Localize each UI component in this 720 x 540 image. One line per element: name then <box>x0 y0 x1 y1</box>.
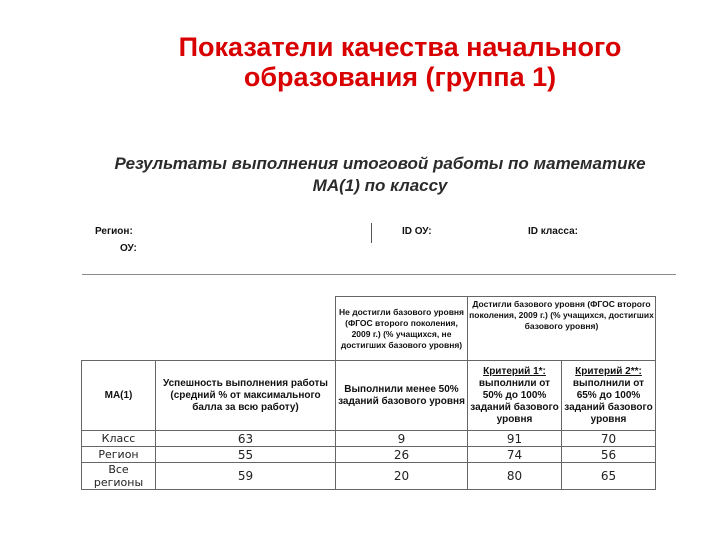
group-header-row <box>82 297 656 361</box>
criterion2-value: 70 <box>562 431 656 447</box>
group-not-reached-header: Не достигли базового уровня (ФГОС второго поколения, 2009 г.) (% учащихся, не достигших базового уровня) <box>336 297 468 361</box>
below50-value: 9 <box>336 431 468 447</box>
column-header-row <box>82 361 656 431</box>
criterion1-value: 74 <box>468 447 562 463</box>
criterion2-title: Критерий 2**: <box>575 365 642 377</box>
below50-value: 26 <box>336 447 468 463</box>
document-heading-line1: Результаты выполнения итоговой работы по математике <box>114 154 646 173</box>
success-value: 63 <box>156 431 336 447</box>
region-label: Регион: <box>95 226 133 237</box>
results-table <box>81 296 656 490</box>
school-id-label: ID ОУ: <box>402 226 432 237</box>
below50-value: 20 <box>336 463 468 490</box>
row-label: Класс <box>82 431 156 447</box>
school-label: ОУ: <box>120 243 137 254</box>
slide-title-line2: образования (группа 1) <box>243 62 557 92</box>
document-heading <box>80 153 680 197</box>
criterion1-value: 80 <box>468 463 562 490</box>
table-row <box>82 463 656 490</box>
horizontal-rule <box>82 274 676 275</box>
slide-title-line1: Показатели качества начального <box>178 32 622 62</box>
success-value: 59 <box>156 463 336 490</box>
criterion2-body: выполнили от 65% до 100% заданий базового уровня <box>564 377 653 425</box>
document-heading-line2: МА(1) по классу <box>312 176 448 195</box>
criterion2-value: 56 <box>562 447 656 463</box>
success-value: 55 <box>156 447 336 463</box>
success-header: Успешность выполнения работы (средний % от максимального балла за всю работу) <box>156 361 336 431</box>
meta-divider <box>371 223 372 243</box>
row-label: Регион <box>82 447 156 463</box>
criterion2-header <box>562 361 656 431</box>
criterion1-title: Критерий 1*: <box>483 365 546 377</box>
criterion2-value: 65 <box>562 463 656 490</box>
slide-title <box>100 32 700 92</box>
class-id-label: ID класса: <box>528 226 578 237</box>
row-label: Все регионы <box>82 463 156 490</box>
criterion1-header <box>468 361 562 431</box>
table-row <box>82 431 656 447</box>
criterion1-value: 91 <box>468 431 562 447</box>
criterion1-body: выполнили от 50% до 100% заданий базового уровня <box>470 377 559 425</box>
table-row <box>82 447 656 463</box>
below50-header: Выполнили менее 50% заданий базового уровня <box>336 361 468 431</box>
subject-header: МА(1) <box>82 361 156 431</box>
group-reached-header: Достигли базового уровня (ФГОС второго поколения, 2009 г.) (% учащихся, достигших базового уровня) <box>468 297 656 361</box>
